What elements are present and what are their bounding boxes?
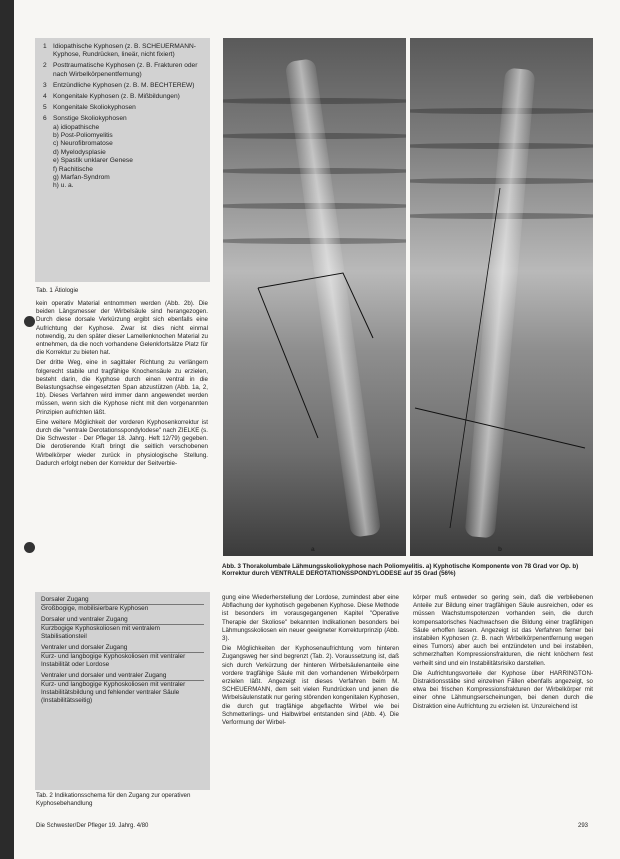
sub-item: h) u. a.: [53, 182, 74, 190]
table-entry-heading: Ventraler und dorsaler und ventraler Zugang: [41, 672, 204, 681]
figure-caption: Abb. 3 Thorakolumbale Lähmungsskoliokyphose nach Poliomyelitis. a) Kyphotische Komponente von 78 Grad vor Op. b) Korrektur durch VENTRALE DEROTATIONSSPONDYLODESE auf 35 Grad (56%): [222, 563, 579, 578]
table-etiology: [35, 38, 210, 282]
sub-item: f) Rachitische: [53, 165, 93, 173]
figure-label-b: b: [498, 546, 502, 553]
table-indication-caption: Tab. 2 Indikationsschema für den Zugang zur operativen Kyphosebehandlung: [36, 792, 191, 807]
table-entry-text: Kurzbogige Kyphoskoliosen mit ventralem Stabilisationsteil: [41, 625, 160, 640]
sub-item: e) Spastik unklarer Genese: [53, 157, 133, 165]
text-column-1: [36, 300, 208, 470]
table-row: 5 Kongenitale Skoliokyphosen: [43, 104, 136, 112]
table-row: 4 Kongenitale Kyphosen (z. B. Mißbildungen): [43, 93, 180, 101]
sub-item: g) Marfan-Syndrom: [53, 174, 110, 182]
page-number: 293: [578, 823, 589, 829]
text-column-2: [222, 594, 399, 729]
table-etiology-caption: Tab. 1 Ätiologie: [36, 287, 79, 294]
table-entry-text: Großbogige, mobilisierbare Kyphosen: [41, 605, 149, 612]
paragraph: kein operativ Material entnommen werden (Abb. 2b). Die beiden Längsmesser der Wirbelsäule sind herangezogen. Durch diese dorsale Verkürzung ergibt sich ebenfalls eine Aufrichtung der Kyphose. Zwar ist dies nicht einmal notwendig, zu den später dieser Lamellenknochen Material zu entnehmen, da die noch vorhandene Gelenkfortsätze Platz für die Korrektur zu bieten hat.: [36, 300, 208, 357]
paragraph: Der dritte Weg, eine in sagittaler Richtung zu verlängern folgerecht stabile und tragfähige Knochensäule zu erzielen, besteht darin, die Kyphose durch einen ventral in die Belastungsachse eingesetzten Span abzustützen (Abb. 1a, 2, 1b). Dieses Verfahren wird immer dann angewendet werden müssen, wenn sich die Kyphose nicht mit den vorgenannten Prinzipien aufrichten läßt.: [36, 359, 208, 416]
figure-label-a: a: [311, 546, 315, 553]
table-entry-heading: Ventraler und dorsaler Zugang: [41, 644, 204, 653]
table-row: 6 Sonstige Skoliokyphosen: [43, 115, 127, 123]
sub-item: c) Neurofibromatose: [53, 140, 113, 148]
sub-item: a) idiopathische: [53, 123, 100, 131]
punch-hole-top: [24, 316, 35, 327]
table-entry-text: Kurz- und langbogige Kyphoskoliosen mit ventraler Instabilität oder Lordose: [41, 653, 186, 668]
sub-item: b) Post-Poliomyelitis: [53, 132, 113, 140]
footer-journal: Die Schwester/Der Pfleger 19. Jahrg. 4/80: [36, 823, 149, 829]
measurement-lines-b: [410, 38, 593, 556]
paragraph: Die Möglichkeiten der Kyphosenaufrichtung vom hinteren Zugangsweg her sind begrenzt (Tab. 2). Voraussetzung ist, daß sich durch Verkürzung der hinteren Wirbelsäulenanteile eine vordere tragfähige Säule mit den vorhandenen Wirbelkörpern erzielen läßt. Angezeigt ist dieses Verfahren beim M. SCHEUERMANN, dem seit vielen Rundrücken und jenen die Wirbelsäulenstatik nur gering störenden kongenitalen Kyphosen, die durch gut tragfähige abgeflachte Wirbel wie bei Schmetterlings- und Halbwirbel entstanden sind (Abb. 4). Die Verformung der Wirbel-: [222, 645, 399, 727]
text-column-3: [413, 594, 593, 713]
paragraph: Eine weitere Möglichkeit der vorderen Kyphosenkorrektur ist durch die "ventrale Derotationsspondylodese" nach ZIELKE (s. Die Schwester · Der Pfleger 18. Jahrg. Heft 12/79) gegeben. Die derotierende Kraft bringt die seitlich verschobenen Wirbelkörper wieder zurück in physiologische Stellung. Dadurch erfolgt neben der Korrektur der Seitverbie-: [36, 418, 208, 467]
paragraph: körper muß entweder so gering sein, daß die verbliebenen Anteile zur Bildung einer tragfähigen Säule ausreichen, oder es müssen Wachstumspotenzen vorhanden sein, die durch kompensatorisches Nachwachsen die Bildung einer tragfähigen Säule erhoffen lassen. Angezeigt ist das Verfahren ferner bei instabilen Kyphosen (z. B. nach Wirbelkörpenentfernung wegen eines Tumors) aber auch bei entzündeten und bei instabilen, schmerzhaften Kompressionsfrakturen, die nicht knöchern fest verheilt sind und ein Instabilitätsrisiko darstellen.: [413, 594, 593, 667]
xray-image-a: [223, 38, 406, 556]
table-entry-heading: Dorsaler Zugang: [41, 596, 204, 605]
punch-hole-bottom: [24, 542, 35, 553]
scan-margin: [0, 0, 14, 859]
table-entry-heading: Dorsaler und ventraler Zugang: [41, 616, 204, 625]
paragraph: gung eine Wiederherstellung der Lordose, zumindest aber eine Abflachung der kyphotisch gegebenen Kyphose. Diese Methode ist besonders im vorausgegangenen Kapitel "Operative Therapie der Skoliose" bekannten Indikationen besonders bei Lähmungsskoliosen ein neuer geeigneter Korrekturprinzip (Abb. 3).: [222, 594, 399, 643]
paragraph: Die Aufrichtungsvorteile der Kyphose über HARRINGTON-Distraktionsstäbe sind einzelnen Fällen ebenfalls angezeigt, so etwa bei frischen Kompressionsfrakturen der Wirbelkörper mit einer ohne Lähmungserscheinungen, bei denen durch die Distraktion eine Aufrichtung zu erzielen ist. Unzureichend ist: [413, 669, 593, 710]
measurement-lines-a: [223, 38, 406, 556]
table-entry-text: Kurz- und langbogige Kyphoskoliosen mit ventraler Instabilitätsbildung und fehlender ventraler Säule (Instabilitätsseitig): [41, 681, 186, 704]
table-row: 3 Entzündliche Kyphosen (z. B. M. BECHTEREW): [43, 81, 195, 89]
table-indication: [35, 592, 210, 790]
xray-image-b: [410, 38, 593, 556]
table-row: 1 Idiopathische Kyphosen (z. B. SCHEUERMANN-Kyphose, Rundrücken, lineär, nicht fixiert): [43, 43, 196, 59]
table-row: 2 Posttraumatische Kyphosen (z. B. Frakturen oder nach Wirbelkörpenentfernung): [43, 62, 198, 78]
sub-item: d) Myelodysplasie: [53, 148, 106, 156]
